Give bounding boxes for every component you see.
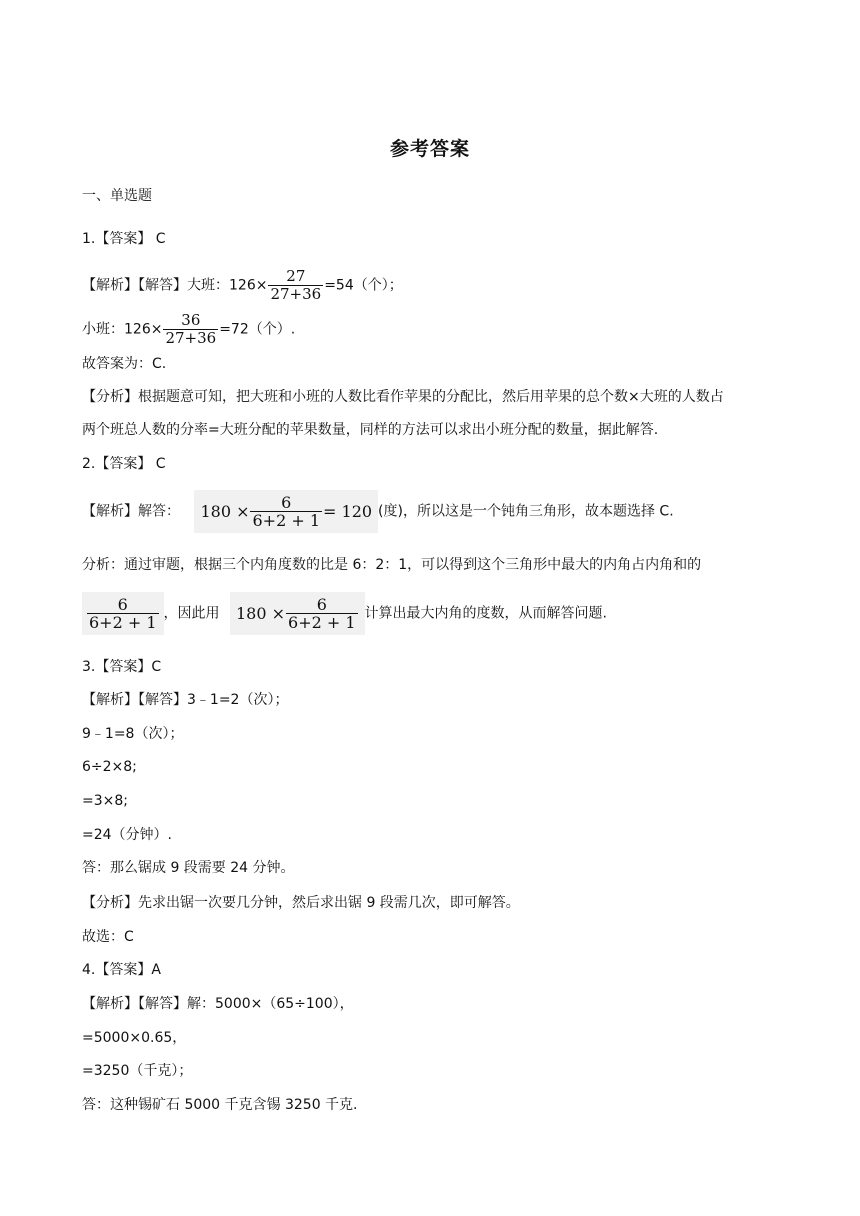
q2-ratio-denominator: 6+2 + 1 [89, 613, 157, 632]
q2-ratio-image [82, 592, 164, 635]
q1-fraction-1 [268, 268, 323, 303]
q2-formula-image [194, 490, 378, 533]
q4-line: 答：这种锡矿石 5000 千克含锡 3250 千克. [82, 1097, 358, 1113]
q3-line: 故选：C [82, 929, 134, 945]
q2-l1-pre: 【解析】解答： [82, 503, 180, 520]
q2-reasoning-line-2 [82, 592, 607, 635]
q2-answer: 2.【答案】 C [82, 456, 166, 472]
q1-fraction-2-denominator: 27+36 [165, 329, 217, 347]
q4-answer: 4.【答案】A [82, 962, 161, 978]
q1-fraction-1-denominator: 27+36 [270, 285, 322, 303]
q1-l2-pre: 小班：126× [82, 321, 163, 338]
q1-conclusion: 故答案为：C. [82, 356, 167, 372]
q3-line: 【解析】【解答】3﹣1=2（次）； [82, 692, 289, 708]
q3-line: =24（分钟）. [82, 827, 172, 843]
q1-answer: 1.【答案】 C [82, 231, 166, 247]
q3-line: 9﹣1=8（次）； [82, 726, 184, 742]
q2-calc-denominator: 6+2 + 1 [288, 613, 356, 632]
q2-analysis-line-1 [82, 490, 674, 533]
q2-calc-image [230, 592, 365, 635]
q2-formula-numerator: 6 [281, 493, 292, 512]
q4-line: =3250（千克）； [82, 1063, 193, 1079]
q3-line: 答：那么锯成 9 段需要 24 分钟。 [82, 860, 295, 876]
q1-reasoning-line-1: 【分析】根据题意可知，把大班和小班的人数比看作苹果的分配比，然后用苹果的总个数×大班的人数占 [82, 389, 724, 405]
q2-calc-fraction [286, 596, 358, 631]
q2-formula-right: = 120 [323, 501, 373, 521]
q2-calc-numerator: 6 [316, 595, 327, 614]
q3-answer: 3.【答案】C [82, 659, 162, 675]
q3-line: =3×8; [82, 793, 128, 809]
q2-ratio-numerator: 6 [117, 595, 128, 614]
q2-formula-fraction [250, 494, 322, 529]
q1-l2-post: =72（个）. [219, 321, 296, 338]
q1-l1-pre: 【解析】【解答】大班：126× [82, 277, 268, 294]
q2-formula-left: 180 × [200, 501, 250, 521]
q1-analysis-line-2 [82, 312, 295, 347]
q4-line: =5000×0.65， [82, 1030, 187, 1046]
section-heading: 一、单选题 [82, 188, 152, 204]
q2-l3-post: 计算出最大内角的度数，从而解答问题. [364, 605, 607, 622]
q1-reasoning-line-2: 两个班总人数的分率=大班分配的苹果数量，同样的方法可以求出小班分配的数量，据此解答. [82, 422, 659, 438]
q3-line: 【分析】先求出锯一次要几分钟，然后求出锯 9 段需几次，即可解答。 [82, 895, 520, 911]
q2-ratio-fraction [87, 596, 159, 631]
page-title: 参考答案 [389, 138, 470, 160]
q2-reasoning-line-1: 分析：通过审题，根据三个内角度数的比是 6：2：1，可以得到这个三角形中最大的内角占内角和的 [82, 557, 702, 573]
q1-fraction-1-numerator: 27 [286, 267, 306, 285]
q3-line: 6÷2×8; [82, 759, 137, 775]
q2-calc-left: 180 × [235, 603, 286, 623]
q1-fraction-2-numerator: 36 [181, 311, 201, 329]
q1-analysis-line-1 [82, 268, 403, 303]
q2-formula-denominator: 6+2 + 1 [252, 511, 321, 530]
q1-fraction-2 [163, 312, 218, 347]
q2-l3-mid: ，因此用 [163, 605, 220, 622]
q4-line: 【解析】【解答】解：5000×（65÷100）， [82, 996, 354, 1012]
q1-l1-post: =54（个）； [324, 277, 403, 294]
q2-l1-post: (度)，所以这是一个钝角三角形，故本题选择 C. [378, 503, 674, 520]
